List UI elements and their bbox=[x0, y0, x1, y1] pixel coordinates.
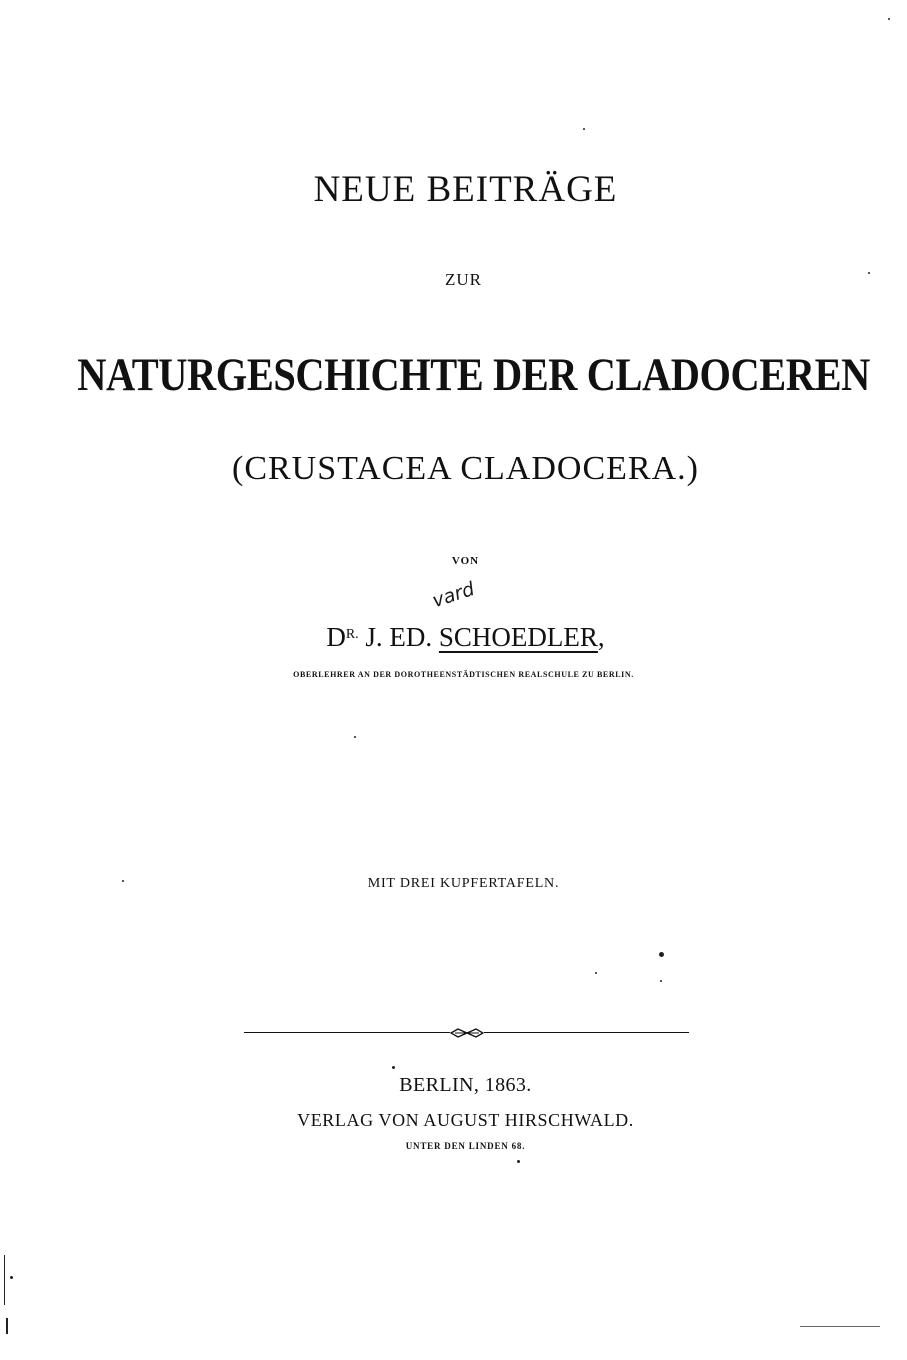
scan-speck bbox=[868, 272, 870, 274]
main-title: NATURGESCHICHTE DER CLADOCEREN bbox=[77, 349, 870, 401]
subtitle: (CRUSTACEA CLADOCERA.) bbox=[232, 450, 699, 487]
title-line-1: NEUE BEITRÄGE bbox=[313, 169, 618, 210]
scan-edge-mark bbox=[800, 1326, 880, 1327]
author-affiliation: OBERLEHRER AN DER DOROTHEENSTÄDTISCHEN REALSCHULE ZU BERLIN. bbox=[293, 670, 634, 679]
by-line: VON bbox=[451, 555, 480, 567]
author-surname: SCHOEDLER bbox=[438, 622, 598, 652]
ornamental-rule bbox=[244, 1028, 689, 1038]
scan-speck bbox=[583, 128, 585, 130]
scan-speck bbox=[659, 952, 664, 957]
scan-edge-mark bbox=[4, 1255, 5, 1305]
scan-speck bbox=[122, 880, 124, 882]
publisher: VERLAG VON AUGUST HIRSCHWALD. bbox=[297, 1110, 634, 1130]
publication-place-year: BERLIN, 1863. bbox=[399, 1074, 532, 1096]
publisher-address: UNTER DEN LINDEN 68. bbox=[405, 1141, 526, 1151]
author-prefix-superscript: R. bbox=[345, 627, 359, 642]
author-initials: J. ED. bbox=[365, 622, 433, 652]
scan-speck bbox=[517, 1160, 520, 1163]
title-connector: ZUR bbox=[445, 270, 482, 289]
scan-speck bbox=[392, 1066, 395, 1069]
scan-edge-mark bbox=[6, 1318, 8, 1334]
handwritten-annotation: vard bbox=[429, 577, 478, 613]
rule-ornament-icon bbox=[450, 1027, 484, 1039]
scan-speck bbox=[595, 972, 597, 974]
author-trailing: , bbox=[597, 622, 605, 652]
scan-speck bbox=[888, 18, 890, 20]
scan-speck bbox=[354, 736, 356, 738]
author-name bbox=[12, 622, 907, 653]
scan-speck bbox=[10, 1276, 13, 1279]
plates-note: MIT DREI KUPFERTAFELN. bbox=[367, 876, 560, 891]
author-prefix: D bbox=[326, 622, 346, 652]
scan-speck bbox=[660, 980, 662, 982]
